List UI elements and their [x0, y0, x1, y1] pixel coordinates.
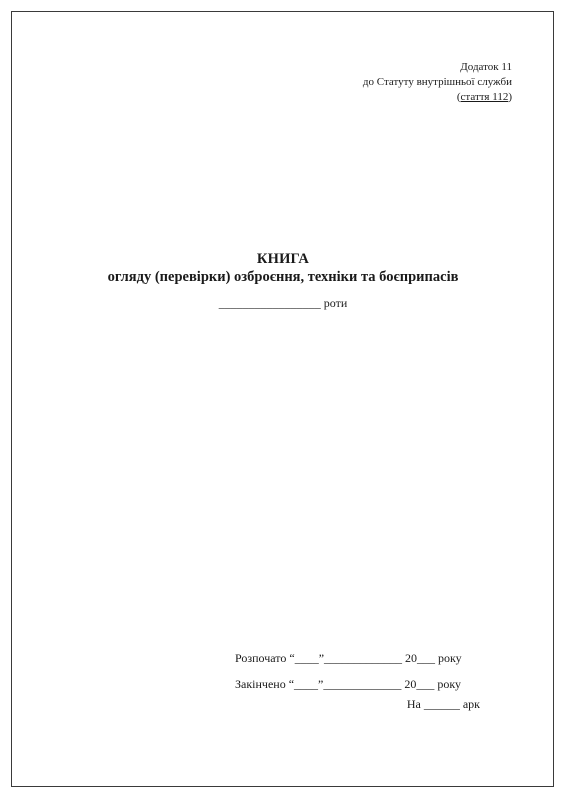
- appendix-number: Додаток 11: [460, 61, 512, 73]
- finished-line: Закінчено “____”_____________ 20___ року: [235, 677, 462, 691]
- paren-close: ): [508, 91, 512, 103]
- appendix-note: [363, 60, 512, 105]
- company-label: роти: [320, 296, 348, 310]
- article-reference: стаття 112: [460, 91, 509, 103]
- document-title: [0, 250, 566, 286]
- company-blank: _________________: [218, 296, 321, 310]
- started-line: Розпочато “____”_____________ 20___ року: [235, 651, 462, 665]
- sheets-count: На ______ арк: [406, 697, 480, 711]
- company-line: [0, 296, 566, 311]
- appendix-statute: до Статуту внутрішньої служби: [362, 76, 512, 88]
- title-subtitle: огляду (перевірки) озброєння, техніки та боєприпасів: [107, 269, 459, 285]
- appendix-article: [363, 90, 512, 105]
- paren-open: (: [456, 91, 461, 103]
- title-main: КНИГА: [256, 251, 310, 267]
- dates-block: [235, 645, 462, 697]
